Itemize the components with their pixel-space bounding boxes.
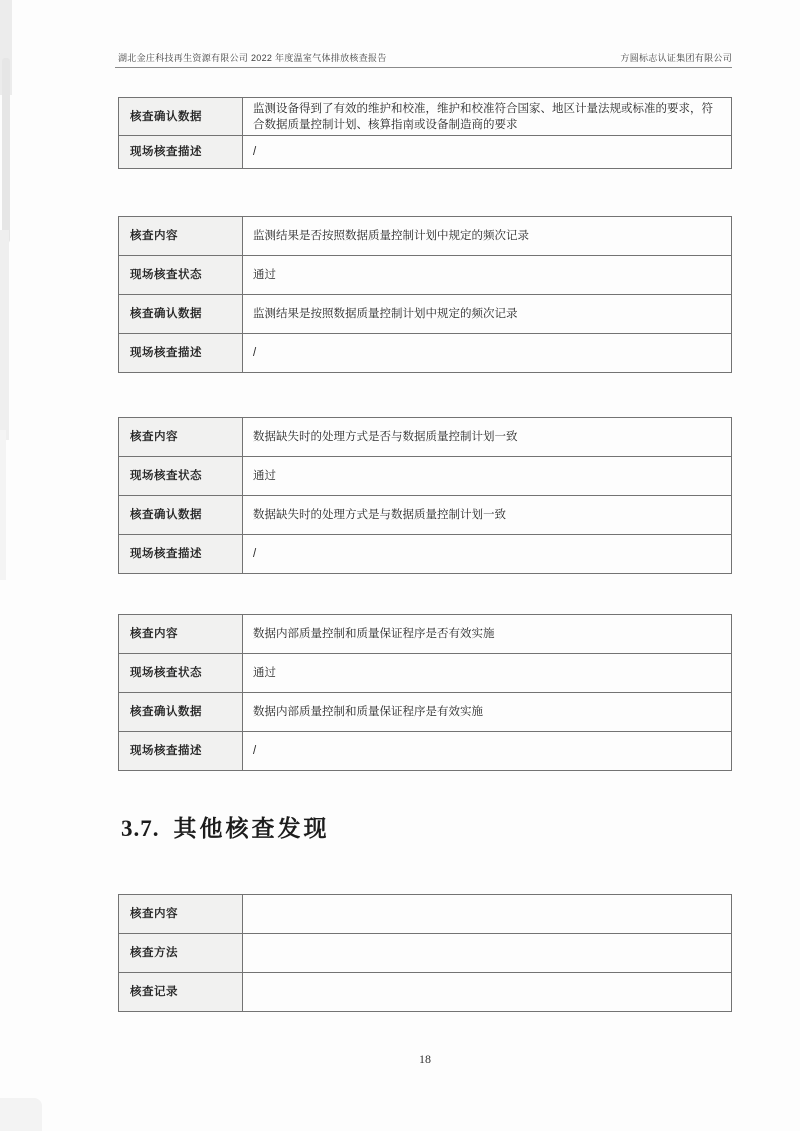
row-value-cell: /	[243, 535, 732, 574]
table-row	[119, 654, 732, 693]
row-value-cell: 通过	[243, 654, 732, 693]
row-value-cell	[243, 895, 732, 934]
table-row	[119, 136, 732, 169]
row-label-cell: 核查内容	[119, 615, 243, 654]
row-label-cell: 现场核查状态	[119, 654, 243, 693]
row-label-cell: 核查确认数据	[119, 496, 243, 535]
verification-table-4	[118, 614, 732, 771]
row-label-cell: 核查确认数据	[119, 693, 243, 732]
table-row	[119, 457, 732, 496]
row-label-cell: 核查内容	[119, 895, 243, 934]
row-label-cell: 核查确认数据	[119, 98, 243, 136]
table-row	[119, 496, 732, 535]
row-value-cell: 数据缺失时的处理方式是与数据质量控制计划一致	[243, 496, 732, 535]
section-number: 3.7.	[121, 816, 160, 841]
row-label-cell: 现场核查状态	[119, 457, 243, 496]
section-heading	[121, 810, 721, 843]
verification-table-1	[118, 97, 732, 169]
row-label-cell: 核查内容	[119, 217, 243, 256]
row-label-cell: 现场核查描述	[119, 535, 243, 574]
header-right-title: 方圆标志认证集团有限公司	[620, 53, 732, 63]
row-value-cell	[243, 973, 732, 1012]
row-label-cell: 现场核查描述	[119, 136, 243, 169]
row-label-cell: 现场核查描述	[119, 732, 243, 771]
row-value-cell: 数据内部质量控制和质量保证程序是否有效实施	[243, 615, 732, 654]
table-row	[119, 334, 732, 373]
verification-table-2	[118, 216, 732, 373]
row-value-cell: 监测结果是否按照数据质量控制计划中规定的频次记录	[243, 217, 732, 256]
row-value-cell: 数据缺失时的处理方式是否与数据质量控制计划一致	[243, 418, 732, 457]
table-row	[119, 418, 732, 457]
table-row	[119, 295, 732, 334]
row-label-cell: 核查内容	[119, 418, 243, 457]
verification-table-5	[118, 894, 732, 1012]
row-value-cell: /	[243, 334, 732, 373]
table-row	[119, 615, 732, 654]
row-value-cell: 通过	[243, 256, 732, 295]
row-label-cell: 核查记录	[119, 973, 243, 1012]
table-row	[119, 535, 732, 574]
table-row	[119, 732, 732, 771]
row-value-cell: /	[243, 136, 732, 169]
row-value-cell: 数据内部质量控制和质量保证程序是有效实施	[243, 693, 732, 732]
table-row	[119, 98, 732, 136]
header-left-title: 湖北金庄科技再生资源有限公司 2022 年度温室气体排放核查报告	[118, 53, 387, 63]
page-number: 18	[419, 1052, 431, 1066]
row-label-cell: 现场核查描述	[119, 334, 243, 373]
table-row	[119, 256, 732, 295]
scan-edge-artifact	[0, 0, 12, 95]
table-row	[119, 973, 732, 1012]
table-row	[119, 217, 732, 256]
verification-table-3	[118, 417, 732, 574]
scan-edge-artifact	[0, 430, 6, 580]
row-label-cell: 核查确认数据	[119, 295, 243, 334]
row-value-cell: /	[243, 732, 732, 771]
scan-edge-artifact	[0, 1098, 42, 1131]
page-header	[115, 48, 732, 68]
row-label-cell: 现场核查状态	[119, 256, 243, 295]
table-row	[119, 934, 732, 973]
row-value-cell: 监测设备得到了有效的维护和校准，维护和校准符合国家、地区计量法规或标准的要求，符合数据质量控制计划、核算指南或设备制造商的要求	[243, 98, 732, 136]
scan-edge-artifact	[0, 230, 9, 440]
row-label-cell: 核查方法	[119, 934, 243, 973]
scan-edge-artifact	[2, 58, 10, 243]
table-row	[119, 895, 732, 934]
section-title: 其他核查发现	[173, 815, 330, 841]
table-row	[119, 693, 732, 732]
row-value-cell	[243, 934, 732, 973]
row-value-cell: 通过	[243, 457, 732, 496]
row-value-cell: 监测结果是按照数据质量控制计划中规定的频次记录	[243, 295, 732, 334]
